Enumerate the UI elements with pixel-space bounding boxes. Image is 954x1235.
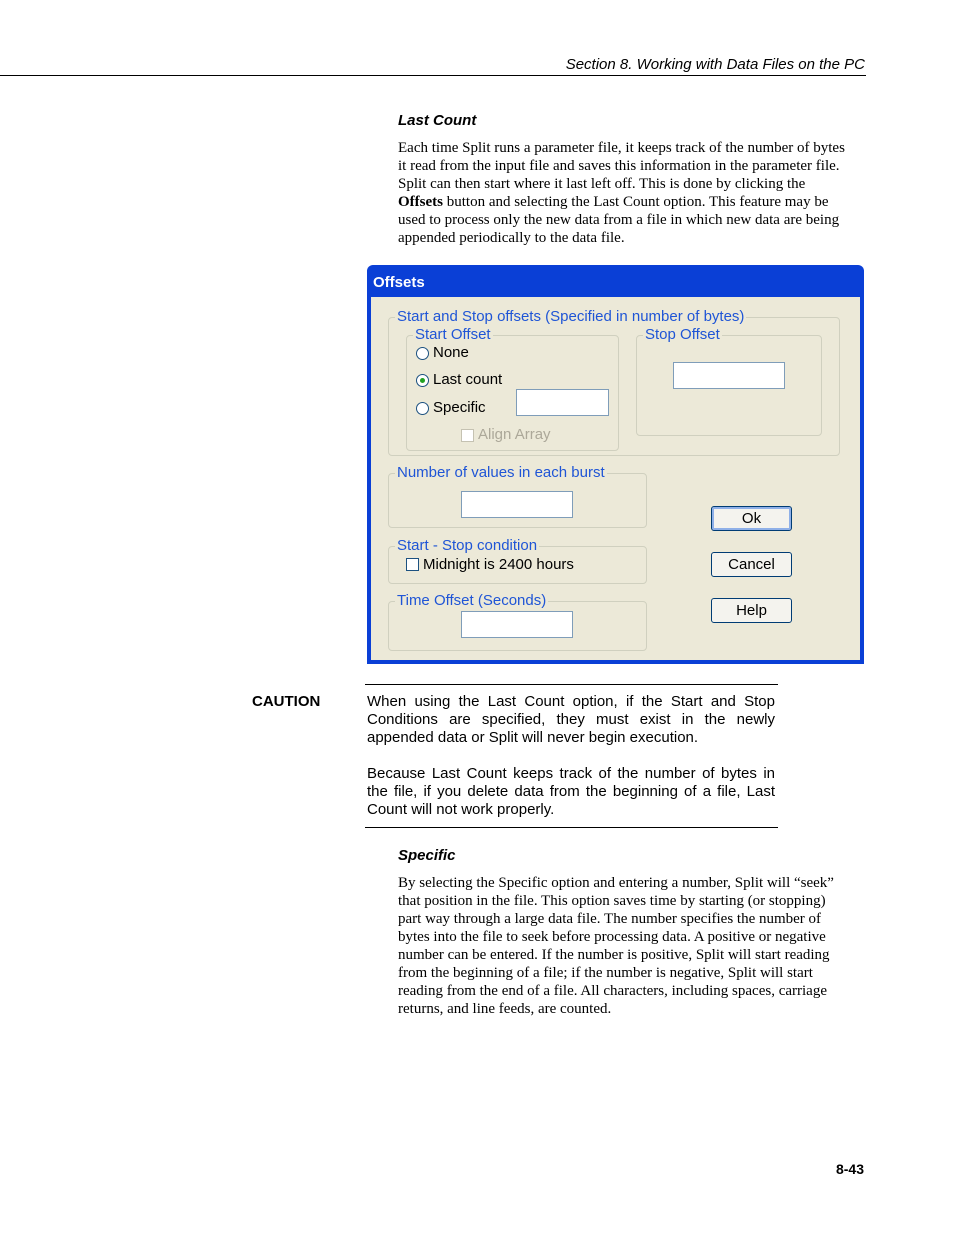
burst-values-input[interactable] (461, 491, 573, 518)
text-line: Each time Split runs a parameter file, it keeps track of the number of bytes (398, 140, 845, 156)
dialog-title: Offsets (373, 274, 425, 291)
specific-paragraph (398, 874, 864, 1018)
text-line: number can be entered. If the number is positive, Split will start reading (398, 947, 830, 963)
help-button[interactable]: Help (711, 598, 792, 623)
page-number: 8-43 (835, 1161, 864, 1177)
text-line: used to process only the new data from a file in which new data are being (398, 212, 840, 228)
text-line: that position in the file. This option saves time by starting (or stopping) (398, 893, 826, 909)
text-line: By selecting the Specific option and entering a number, Split will “seek” (398, 875, 834, 891)
caution-top-rule (365, 684, 778, 685)
header-rule (0, 75, 866, 76)
last-count-paragraph (398, 139, 864, 247)
specific-heading: Specific (398, 847, 456, 864)
radio-none-label: None (433, 344, 469, 361)
running-header: Section 8. Working with Data Files on the PC (565, 56, 865, 73)
text-line: bytes into the file to seek before processing data. A positive or negative (398, 929, 826, 945)
burst-group-label: Number of values in each burst (397, 464, 605, 481)
radio-specific-label: Specific (433, 399, 486, 416)
stop-offset-label: Stop Offset (645, 326, 720, 343)
offsets-dialog (367, 265, 864, 664)
specific-offset-input[interactable] (516, 389, 609, 416)
text-line: returns, and line feeds, are counted. (398, 1001, 612, 1017)
offsets-group-label: Start and Stop offsets (Specified in number of bytes) (397, 308, 745, 325)
caution-bottom-rule (365, 827, 778, 828)
last-count-heading: Last Count (398, 112, 477, 129)
text-line: appended periodically to the data file. (398, 230, 625, 246)
time-offset-group-label: Time Offset (Seconds) (397, 592, 547, 609)
midnight-checkbox[interactable] (406, 558, 419, 571)
start-stop-group-label: Start - Stop condition (397, 537, 538, 554)
caution-paragraph: When using the Last Count option, if the Start and Stop Conditions are specified, they must exist in the newly appended data or Split will never begin execution. (367, 693, 775, 746)
time-offset-input[interactable] (461, 611, 573, 638)
ok-button[interactable]: Ok (711, 506, 792, 531)
text-line: from the beginning of a file; if the number is negative, Split will start (398, 965, 813, 981)
align-array-label: Align Array (478, 426, 551, 443)
stop-offset-input[interactable] (673, 362, 785, 389)
midnight-checkbox-label: Midnight is 2400 hours (423, 556, 574, 573)
radio-none[interactable] (416, 347, 429, 360)
radio-last-count-label: Last count (433, 371, 503, 388)
caution-text (367, 693, 775, 819)
align-array-checkbox[interactable] (461, 429, 474, 442)
text-line: reading from the end of a file. All characters, including spaces, carriage (398, 983, 827, 999)
dialog-body (371, 297, 860, 660)
caution-label: CAUTION (252, 693, 321, 710)
radio-specific[interactable] (416, 402, 429, 415)
text-line: it read from the input file and saves this information in the parameter file. (398, 158, 840, 174)
text-line: part way through a large data file. The number specifies the number of (398, 911, 822, 927)
start-offset-label: Start Offset (415, 326, 491, 343)
radio-selected-dot (420, 378, 425, 383)
text-line: Offsets button and selecting the Last Count option. This feature may be (398, 194, 829, 210)
cancel-button[interactable]: Cancel (711, 552, 792, 577)
text-line: Split can then start where it last left off. This is done by clicking the (398, 176, 806, 192)
bold-term: Offsets (398, 194, 443, 210)
caution-paragraph: Because Last Count keeps track of the number of bytes in the file, if you delete data from the beginning of a file, Last Count will not work properly. (367, 765, 775, 818)
radio-last-count[interactable] (416, 374, 429, 387)
